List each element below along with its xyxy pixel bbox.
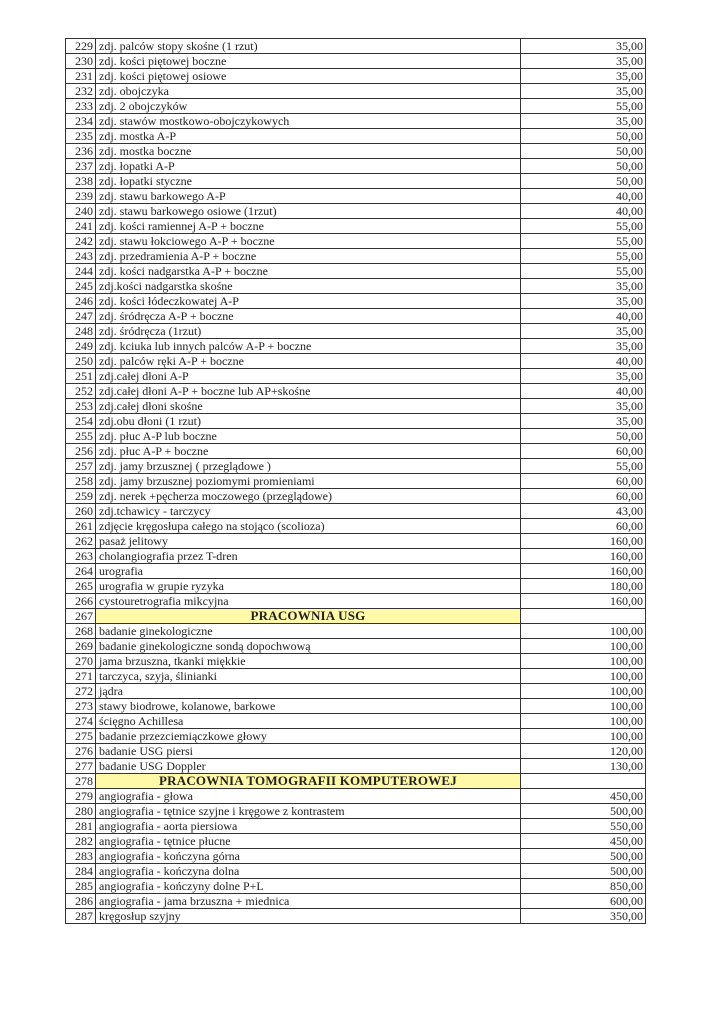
row-number-cell: 264: [66, 564, 96, 579]
procedure-name-cell: zdj. kości nadgarstka A-P + boczne: [96, 264, 521, 279]
table-row: [66, 219, 646, 234]
row-number-cell: 265: [66, 579, 96, 594]
table-row: [66, 39, 646, 54]
procedure-name-cell: badanie ginekologiczne sondą dopochwową: [96, 639, 521, 654]
price-cell: 35,00: [521, 369, 646, 384]
table-row: [66, 759, 646, 774]
table-row: [66, 174, 646, 189]
procedure-name-cell: zdj. kciuka lub innych palców A-P + boczne: [96, 339, 521, 354]
row-number-cell: 257: [66, 459, 96, 474]
price-cell: 60,00: [521, 519, 646, 534]
row-number-cell: 239: [66, 189, 96, 204]
procedure-name-cell: cystouretrografia mikcyjna: [96, 594, 521, 609]
procedure-name-cell: zdj. nerek +pęcherza moczowego (przeglądowe): [96, 489, 521, 504]
row-number-cell: 251: [66, 369, 96, 384]
table-row: [66, 624, 646, 639]
procedure-name-cell: angiografia - aorta piersiowa: [96, 819, 521, 834]
price-cell: 55,00: [521, 234, 646, 249]
table-row: [66, 84, 646, 99]
table-row: [66, 114, 646, 129]
price-cell: 160,00: [521, 594, 646, 609]
procedure-name-cell: zdj. łopatki styczne: [96, 174, 521, 189]
procedure-name-cell: badanie przezciemiączkowe głowy: [96, 729, 521, 744]
price-cell: 160,00: [521, 564, 646, 579]
table-row: [66, 594, 646, 609]
table-row: [66, 69, 646, 84]
procedure-name-cell: angiografia - głowa: [96, 789, 521, 804]
price-cell: 100,00: [521, 684, 646, 699]
table-row: [66, 669, 646, 684]
price-cell: 35,00: [521, 294, 646, 309]
row-number-cell: 278: [66, 774, 96, 789]
procedure-name-cell: zdj. palców ręki A-P + boczne: [96, 354, 521, 369]
table-row: [66, 324, 646, 339]
table-row: [66, 819, 646, 834]
procedure-name-cell: zdj. kości łódeczkowatej A-P: [96, 294, 521, 309]
row-number-cell: 248: [66, 324, 96, 339]
table-row: [66, 144, 646, 159]
section-title-cell: PRACOWNIA TOMOGRAFII KOMPUTEROWEJ: [96, 774, 521, 789]
row-number-cell: 232: [66, 84, 96, 99]
row-number-cell: 241: [66, 219, 96, 234]
row-number-cell: 258: [66, 474, 96, 489]
procedure-name-cell: badanie USG Doppler: [96, 759, 521, 774]
procedure-name-cell: kręgosłup szyjny: [96, 909, 521, 924]
row-number-cell: 240: [66, 204, 96, 219]
price-cell: 55,00: [521, 459, 646, 474]
row-number-cell: 234: [66, 114, 96, 129]
price-cell: 100,00: [521, 654, 646, 669]
row-number-cell: 245: [66, 279, 96, 294]
procedure-name-cell: urografia: [96, 564, 521, 579]
row-number-cell: 259: [66, 489, 96, 504]
row-number-cell: 250: [66, 354, 96, 369]
row-number-cell: 249: [66, 339, 96, 354]
price-cell: 50,00: [521, 174, 646, 189]
row-number-cell: 256: [66, 444, 96, 459]
row-number-cell: 242: [66, 234, 96, 249]
row-number-cell: 280: [66, 804, 96, 819]
table-row: [66, 189, 646, 204]
row-number-cell: 272: [66, 684, 96, 699]
price-cell: 60,00: [521, 489, 646, 504]
price-cell: 100,00: [521, 639, 646, 654]
price-cell: 100,00: [521, 624, 646, 639]
row-number-cell: 230: [66, 54, 96, 69]
price-cell: 50,00: [521, 129, 646, 144]
procedure-name-cell: zdj. 2 obojczyków: [96, 99, 521, 114]
price-cell: 35,00: [521, 324, 646, 339]
price-cell: 50,00: [521, 429, 646, 444]
price-cell: 100,00: [521, 699, 646, 714]
procedure-name-cell: tarczyca, szyja, ślinianki: [96, 669, 521, 684]
procedure-name-cell: zdjęcie kręgosłupa całego na stojąco (scolioza): [96, 519, 521, 534]
row-number-cell: 282: [66, 834, 96, 849]
row-number-cell: 243: [66, 249, 96, 264]
table-row: [66, 909, 646, 924]
table-row: [66, 444, 646, 459]
row-number-cell: 237: [66, 159, 96, 174]
row-number-cell: 271: [66, 669, 96, 684]
table-row: [66, 429, 646, 444]
table-row: [66, 534, 646, 549]
table-row: [66, 414, 646, 429]
row-number-cell: 274: [66, 714, 96, 729]
price-cell: 55,00: [521, 219, 646, 234]
price-cell: 43,00: [521, 504, 646, 519]
row-number-cell: 275: [66, 729, 96, 744]
procedure-name-cell: zdj.tchawicy - tarczycy: [96, 504, 521, 519]
procedure-name-cell: jądra: [96, 684, 521, 699]
procedure-name-cell: zdj. stawu barkowego osiowe (1rzut): [96, 204, 521, 219]
procedure-name-cell: zdj.całej dłoni skośne: [96, 399, 521, 414]
price-list-table: [65, 38, 646, 924]
price-cell: 35,00: [521, 54, 646, 69]
price-cell: 120,00: [521, 744, 646, 759]
price-cell: 180,00: [521, 579, 646, 594]
table-row: [66, 684, 646, 699]
procedure-name-cell: angiografia - kończyny dolne P+L: [96, 879, 521, 894]
table-row: [66, 339, 646, 354]
price-cell: 35,00: [521, 114, 646, 129]
price-cell: 160,00: [521, 549, 646, 564]
procedure-name-cell: angiografia - tętnice płucne: [96, 834, 521, 849]
table-row: [66, 204, 646, 219]
table-row: [66, 804, 646, 819]
procedure-name-cell: zdj. kości ramiennej A-P + boczne: [96, 219, 521, 234]
procedure-name-cell: zdj. mostka A-P: [96, 129, 521, 144]
price-cell: 100,00: [521, 729, 646, 744]
row-number-cell: 269: [66, 639, 96, 654]
price-cell: 160,00: [521, 534, 646, 549]
procedure-name-cell: stawy biodrowe, kolanowe, barkowe: [96, 699, 521, 714]
table-row: [66, 54, 646, 69]
table-row: [66, 894, 646, 909]
row-number-cell: 276: [66, 744, 96, 759]
row-number-cell: 246: [66, 294, 96, 309]
price-cell: 450,00: [521, 789, 646, 804]
price-cell: 55,00: [521, 249, 646, 264]
row-number-cell: 268: [66, 624, 96, 639]
row-number-cell: 253: [66, 399, 96, 414]
row-number-cell: 267: [66, 609, 96, 624]
table-row: [66, 399, 646, 414]
table-row: [66, 564, 646, 579]
price-cell: 450,00: [521, 834, 646, 849]
procedure-name-cell: zdj.obu dłoni (1 rzut): [96, 414, 521, 429]
table-row: [66, 549, 646, 564]
price-cell: 35,00: [521, 279, 646, 294]
price-cell: 35,00: [521, 84, 646, 99]
price-cell: 35,00: [521, 399, 646, 414]
table-row: [66, 459, 646, 474]
procedure-name-cell: zdj.całej dłoni A-P: [96, 369, 521, 384]
procedure-name-cell: zdj. przedramienia A-P + boczne: [96, 249, 521, 264]
table-row: [66, 474, 646, 489]
procedure-name-cell: zdj.kości nadgarstka skośne: [96, 279, 521, 294]
table-row: [66, 489, 646, 504]
procedure-name-cell: zdj. mostka boczne: [96, 144, 521, 159]
table-row: [66, 834, 646, 849]
procedure-name-cell: zdj. stawu łokciowego A-P + boczne: [96, 234, 521, 249]
table-row: [66, 129, 646, 144]
price-cell: 55,00: [521, 264, 646, 279]
row-number-cell: 279: [66, 789, 96, 804]
procedure-name-cell: angiografia - tętnice szyjne i kręgowe z kontrastem: [96, 804, 521, 819]
table-row: [66, 384, 646, 399]
procedure-name-cell: zdj.całej dłoni A-P + boczne lub AP+skośne: [96, 384, 521, 399]
table-row: [66, 309, 646, 324]
table-row: [66, 654, 646, 669]
procedure-name-cell: pasaż jelitowy: [96, 534, 521, 549]
price-cell: 60,00: [521, 474, 646, 489]
price-cell: 500,00: [521, 849, 646, 864]
procedure-name-cell: zdj. śródręcza A-P + boczne: [96, 309, 521, 324]
table-row: [66, 699, 646, 714]
table-row: [66, 264, 646, 279]
price-cell: 350,00: [521, 909, 646, 924]
procedure-name-cell: zdj. płuc A-P + boczne: [96, 444, 521, 459]
price-cell: 35,00: [521, 339, 646, 354]
table-row: [66, 519, 646, 534]
row-number-cell: 273: [66, 699, 96, 714]
row-number-cell: 260: [66, 504, 96, 519]
table-row: [66, 729, 646, 744]
table-row: [66, 159, 646, 174]
row-number-cell: 255: [66, 429, 96, 444]
procedure-name-cell: angiografia - kończyna dolna: [96, 864, 521, 879]
price-cell: 100,00: [521, 714, 646, 729]
table-row: [66, 294, 646, 309]
row-number-cell: 285: [66, 879, 96, 894]
price-cell: 40,00: [521, 309, 646, 324]
row-number-cell: 277: [66, 759, 96, 774]
procedure-name-cell: zdj. łopatki A-P: [96, 159, 521, 174]
price-cell: 100,00: [521, 669, 646, 684]
procedure-name-cell: ścięgno Achillesa: [96, 714, 521, 729]
row-number-cell: 266: [66, 594, 96, 609]
procedure-name-cell: angiografia - kończyna górna: [96, 849, 521, 864]
price-cell: 55,00: [521, 99, 646, 114]
row-number-cell: 283: [66, 849, 96, 864]
table-row: [66, 354, 646, 369]
price-cell: 35,00: [521, 414, 646, 429]
procedure-name-cell: zdj. stawów mostkowo-obojczykowych: [96, 114, 521, 129]
procedure-name-cell: cholangiografia przez T-dren: [96, 549, 521, 564]
price-cell: 600,00: [521, 894, 646, 909]
row-number-cell: 263: [66, 549, 96, 564]
row-number-cell: 261: [66, 519, 96, 534]
price-cell: 35,00: [521, 69, 646, 84]
price-cell: 500,00: [521, 864, 646, 879]
section-header-row: [66, 609, 646, 624]
table-row: [66, 789, 646, 804]
row-number-cell: 247: [66, 309, 96, 324]
procedure-name-cell: zdj. kości piętowej osiowe: [96, 69, 521, 84]
row-number-cell: 231: [66, 69, 96, 84]
procedure-name-cell: zdj. jamy brzusznej ( przeglądowe ): [96, 459, 521, 474]
price-cell: 35,00: [521, 39, 646, 54]
row-number-cell: 252: [66, 384, 96, 399]
table-row: [66, 99, 646, 114]
price-cell: 500,00: [521, 804, 646, 819]
table-row: [66, 714, 646, 729]
row-number-cell: 254: [66, 414, 96, 429]
row-number-cell: 286: [66, 894, 96, 909]
table-row: [66, 279, 646, 294]
procedure-name-cell: zdj. jamy brzusznej poziomymi promieniami: [96, 474, 521, 489]
price-cell: 40,00: [521, 204, 646, 219]
price-cell: [521, 774, 646, 789]
row-number-cell: 287: [66, 909, 96, 924]
table-row: [66, 849, 646, 864]
procedure-name-cell: zdj. płuc A-P lub boczne: [96, 429, 521, 444]
section-title-cell: PRACOWNIA USG: [96, 609, 521, 624]
procedure-name-cell: zdj. obojczyka: [96, 84, 521, 99]
section-header-row: [66, 774, 646, 789]
price-cell: 130,00: [521, 759, 646, 774]
price-list-body: [66, 39, 646, 924]
row-number-cell: 238: [66, 174, 96, 189]
price-cell: 850,00: [521, 879, 646, 894]
row-number-cell: 236: [66, 144, 96, 159]
table-row: [66, 234, 646, 249]
table-row: [66, 369, 646, 384]
row-number-cell: 233: [66, 99, 96, 114]
table-row: [66, 639, 646, 654]
procedure-name-cell: zdj. śródręcza (1rzut): [96, 324, 521, 339]
procedure-name-cell: zdj. palców stopy skośne (1 rzut): [96, 39, 521, 54]
row-number-cell: 229: [66, 39, 96, 54]
procedure-name-cell: jama brzuszna, tkanki miękkie: [96, 654, 521, 669]
procedure-name-cell: badanie USG piersi: [96, 744, 521, 759]
price-cell: 50,00: [521, 159, 646, 174]
price-cell: 60,00: [521, 444, 646, 459]
row-number-cell: 244: [66, 264, 96, 279]
procedure-name-cell: badanie ginekologiczne: [96, 624, 521, 639]
price-cell: 550,00: [521, 819, 646, 834]
table-row: [66, 504, 646, 519]
price-cell: [521, 609, 646, 624]
row-number-cell: 281: [66, 819, 96, 834]
procedure-name-cell: zdj. stawu barkowego A-P: [96, 189, 521, 204]
procedure-name-cell: zdj. kości piętowej boczne: [96, 54, 521, 69]
procedure-name-cell: angiografia - jama brzuszna + miednica: [96, 894, 521, 909]
row-number-cell: 270: [66, 654, 96, 669]
price-cell: 50,00: [521, 144, 646, 159]
table-row: [66, 864, 646, 879]
row-number-cell: 235: [66, 129, 96, 144]
table-row: [66, 879, 646, 894]
row-number-cell: 262: [66, 534, 96, 549]
price-cell: 40,00: [521, 384, 646, 399]
table-row: [66, 249, 646, 264]
table-row: [66, 744, 646, 759]
price-cell: 40,00: [521, 189, 646, 204]
table-row: [66, 579, 646, 594]
price-cell: 40,00: [521, 354, 646, 369]
procedure-name-cell: urografia w grupie ryzyka: [96, 579, 521, 594]
row-number-cell: 284: [66, 864, 96, 879]
